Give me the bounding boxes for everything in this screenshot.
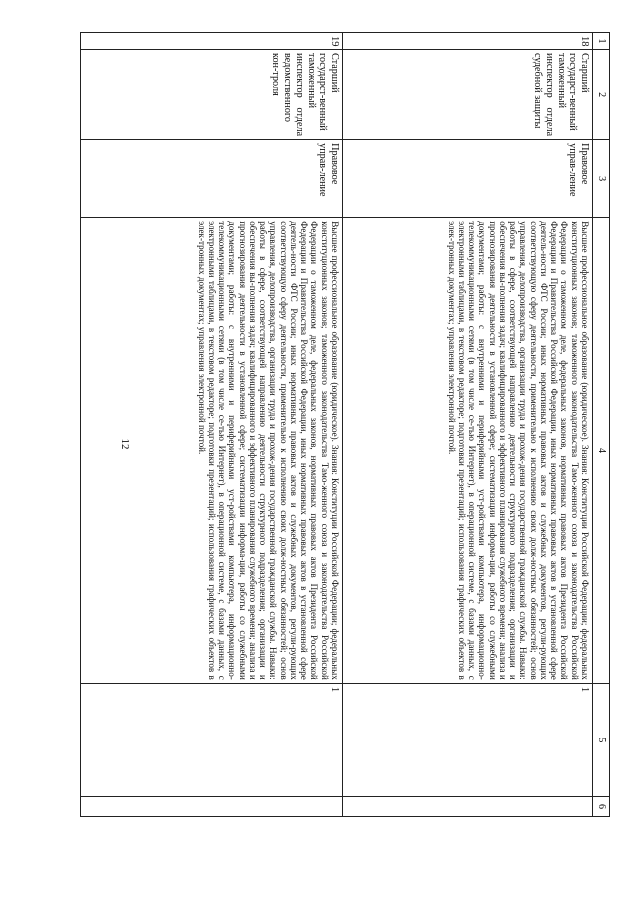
column-6-value [343, 796, 593, 816]
position-title: Старший государст-венный таможенный инспектор отдела судебной защиты [343, 50, 593, 140]
table-row [81, 33, 343, 817]
table-header-row [593, 33, 610, 817]
column-header: 3 [593, 140, 610, 218]
column-5-value: 1 [81, 683, 343, 796]
page-number: 12 [119, 438, 131, 450]
qualification-requirements: Высшее профессиональное образование (юридическое). Знания: Конституции Российской Федерации; федеральных конституционных законов; таможенного законодательства Тамо-женного союза и законодательства Российской Федерации о таможенном деле, федеральных законов, нормативных правовых актов Президента Российской Федерации и Правительства Российской Федерации, иных нормативных правовых актов в установленной сфере деятель-ности ФТС России; иных нормативных правовых актов и служебных документов, регули-рующих соответствующую сферу деятельности, применительно к исполнению своих долж-ностных обязанностей; основ управления, делопроизводства, организации труда и прохож-дения государственной гражданской службы. Навыки: работы в сфере, соответствующей направлению деятельности структурного подразделения; организации и обеспечения вы-полнения задач; квалифицированного и эффективного планирования служебного времени; анализа и прогнозирования деятельности в установленной сфере; систематизации информа-ции, работы со служебными документами; работы: с внутренними и периферийными уст-ройствами компьютера, информационно-телекоммуникационными сетями (в том числе се-тью Интернет), в операционной системе, с базами данных, с электронными таблицами, в текстовом редакторе; подготовки презентаций; использования графических объектов в элек-тронных документах; управления электронной почтой. [343, 218, 593, 684]
qualification-requirements: Высшее профессиональное образование (юридическое). Знания: Конституции Российской Федерации; федеральных конституционных законов; таможенного законодательства Тамо-женного союза и законодательства Российской Федерации о таможенном деле, федеральных законов, нормативных правовых актов Президента Российской Федерации и Правительства Российской Федерации, иных нормативных правовых актов в установленной сфере деятель-ности ФТС России; иных нормативных правовых актов и служебных документов, регули-рующих соответствующую сферу деятельности, применительно к исполнению своих долж-ностных обязанностей; основ управления, делопроизводства, организации труда и прохож-дения государственной гражданской службы. Навыки: работы в сфере, соответствующей направлению деятельности структурного подразделения; организации и обеспечения вы-полнения задач; квалифицированного и эффективного планирования служебного времени; анализа и прогнозирования деятельности в установленной сфере; систематизации информа-ции, работы со служебными документами; работы: с внутренними и периферийными уст-ройствами компьютера, информационно-телекоммуникационными сетями (в том числе се-тью Интернет), в операционной системе, с базами данных, с электронными таблицами, в текстовом редакторе; подготовки презентаций; использования графических объектов в элек-тронных документах; управления электронной почтой. [81, 218, 343, 684]
column-header: 4 [593, 218, 610, 684]
row-number: 18 [343, 33, 593, 50]
department-name: Правовое управ-ление [81, 140, 343, 218]
table-row [343, 33, 593, 817]
positions-table [80, 32, 610, 817]
column-header: 6 [593, 796, 610, 816]
column-5-value: 1 [343, 683, 593, 796]
column-6-value [81, 796, 343, 816]
column-header: 1 [593, 33, 610, 50]
column-header: 2 [593, 50, 610, 140]
column-header: 5 [593, 683, 610, 796]
department-name: Правовое управ-ление [343, 140, 593, 218]
row-number: 19 [81, 33, 343, 50]
position-title: Старший государст-венный таможенный инспектор отдела ведомственного кон-троля [81, 50, 343, 140]
rotated-table-container [80, 32, 610, 817]
